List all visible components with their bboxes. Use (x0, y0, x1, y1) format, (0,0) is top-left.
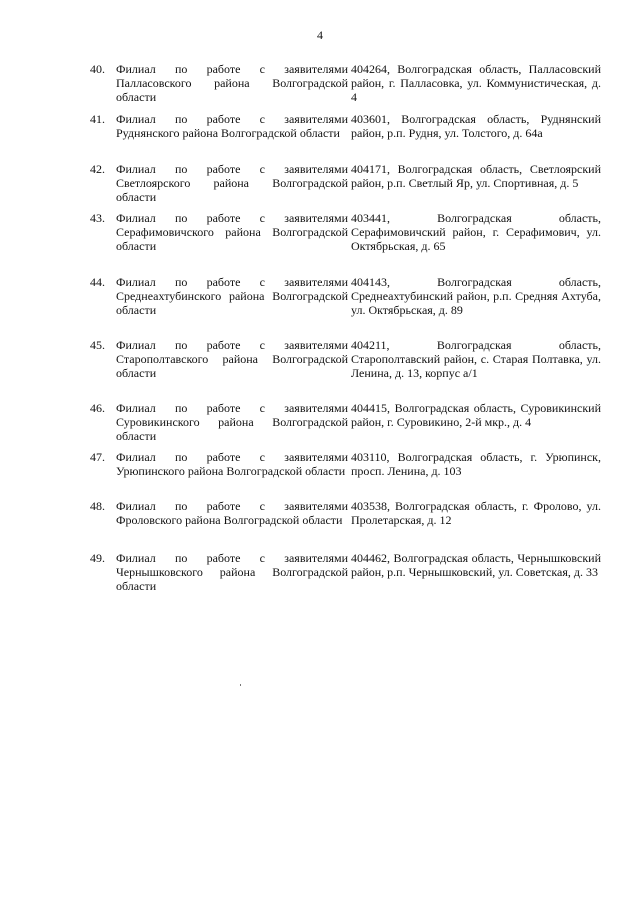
list-item (90, 450, 600, 499)
branch-name: Филиал по работе с заявителями Фроловского района Волгоградской области (116, 499, 348, 527)
branch-address: 404264, Волгоградская область, Палласовский район, г. Палласовка, ул. Коммунистическая, д. 4 (351, 62, 601, 104)
branch-list (90, 62, 600, 611)
list-item (90, 211, 600, 275)
branch-address: 403601, Волгоградская область, Руднянский район, р.п. Рудня, ул. Толстого, д. 64а (351, 112, 601, 140)
list-item (90, 275, 600, 338)
list-item (90, 499, 600, 551)
branch-address: 403110, Волгоградская область, г. Урюпинск, просп. Ленина, д. 103 (351, 450, 601, 478)
entry-number: 48. (90, 499, 105, 513)
list-item (90, 112, 600, 162)
branch-name: Филиал по работе с заявителями Серафимовичского района Волгоградской области (116, 211, 348, 253)
entry-number: 49. (90, 551, 105, 565)
branch-name: Филиал по работе с заявителями Суровикинского района Волгоградской области (116, 401, 348, 443)
list-item (90, 162, 600, 211)
branch-address: 404462, Волгоградская область, Чернышковский район, р.п. Чернышковский, ул. Советская, д. 33 (351, 551, 601, 579)
entry-number: 42. (90, 162, 105, 176)
branch-address: 404415, Волгоградская область, Суровикинский район, г. Суровикино, 2-й мкр., д. 4 (351, 401, 601, 429)
entry-number: 47. (90, 450, 105, 464)
entry-number: 43. (90, 211, 105, 225)
entry-number: 40. (90, 62, 105, 76)
list-item (90, 551, 600, 611)
branch-name: Филиал по работе с заявителями Руднянского района Волгоградской области (116, 112, 348, 140)
branch-address: 404211, Волгоградская область, Старополтавский район, с. Старая Полтавка, ул. Ленина, д. 13, корпус а/1 (351, 338, 601, 380)
entry-number: 46. (90, 401, 105, 415)
branch-address: 404143, Волгоградская область, Среднеахтубинский район, р.п. Средняя Ахтуба, ул. Октябрьская, д. 89 (351, 275, 601, 317)
list-item (90, 401, 600, 450)
branch-address: 403538, Волгоградская область, г. Фролово, ул. Пролетарская, д. 12 (351, 499, 601, 527)
entry-number: 41. (90, 112, 105, 126)
branch-name: Филиал по работе с заявителями Чернышковского района Волгоградской области (116, 551, 348, 593)
branch-name: Филиал по работе с заявителями Светлоярского района Волгоградской области (116, 162, 348, 204)
page-number: 4 (317, 28, 323, 42)
branch-address: 403441, Волгоградская область, Серафимовичский район, г. Серафимович, ул. Октябрьская, д. 65 (351, 211, 601, 253)
entry-number: 45. (90, 338, 105, 352)
branch-name: Филиал по работе с заявителями Старополтавского района Волгоградской области (116, 338, 348, 380)
list-item (90, 62, 600, 112)
branch-name: Филиал по работе с заявителями Урюпинского района Волгоградской области (116, 450, 348, 478)
branch-name: Филиал по работе с заявителями Среднеахтубинского района Волгоградской области (116, 275, 348, 317)
entry-number: 44. (90, 275, 105, 289)
list-item (90, 338, 600, 401)
branch-name: Филиал по работе с заявителями Палласовского района Волгоградской области (116, 62, 348, 104)
stray-mark (240, 684, 241, 686)
branch-address: 404171, Волгоградская область, Светлоярский район, р.п. Светлый Яр, ул. Спортивная, д. 5 (351, 162, 601, 190)
